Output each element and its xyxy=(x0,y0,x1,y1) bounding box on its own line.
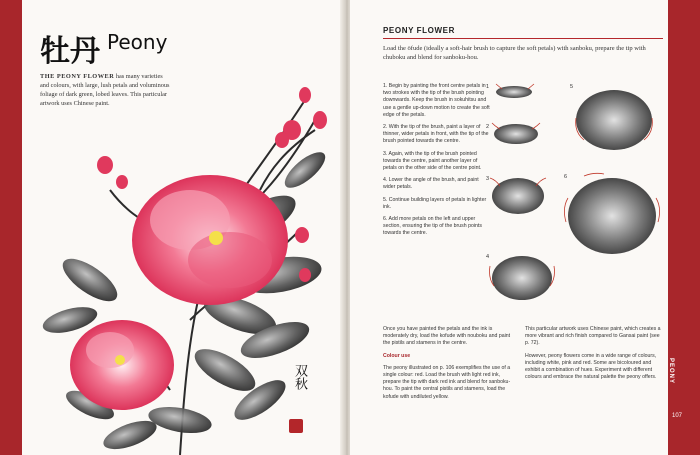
intro-body: has many varieties and colours, with large, lush petals and voluminous foliage of dark green, lobed leaves. This particular artwork uses Chinese paint. xyxy=(40,73,170,107)
left-page xyxy=(0,0,346,455)
diagram-step-4 xyxy=(486,254,555,300)
lead-paragraph: Load the ōfude (ideally a soft-hair brush to capture the soft petals) with sanboku, prepare the tip with chuboku and blend for sanboku-hou. xyxy=(383,45,646,61)
intro-lead: THE PEONY FLOWER xyxy=(40,73,115,80)
english-title: Peony xyxy=(107,30,168,54)
diagram-number: 5 xyxy=(570,84,574,90)
step-item: 5. Continue building layers of petals in lighter ink. xyxy=(383,196,487,210)
diagram-number: 2 xyxy=(486,124,490,130)
diagram-step-5 xyxy=(570,84,652,150)
step-item: 6. Add more petals on the left and upper section, ensuring the tip of the brush points towards the centre. xyxy=(383,216,482,237)
small-peony-bloom xyxy=(70,320,174,410)
paragraph: This particular artwork uses Chinese paint, which creates a more vibrant and rich finish compared to Gansai paint (see p. 72). xyxy=(525,326,661,347)
peony-artwork xyxy=(30,60,340,455)
paragraph: The peony illustrated on p. 106 exemplifies the use of a single colour: red. Load the brush with light red ink, prepare the tip with dark red ink and blend for sanboku-hou. To paint the central pistils and stamens, load the kofude with undiluted yellow. xyxy=(383,364,511,400)
section-side-tab xyxy=(670,340,698,384)
diagram-number: 1 xyxy=(486,84,490,90)
heading-rule xyxy=(383,38,663,39)
diagram-step-3 xyxy=(486,176,546,214)
right-red-band xyxy=(668,0,700,455)
step-item: 2. With the tip of the brush, paint a layer of thinner, wider petals in front, with the tip of the brush pointed towards the centre. xyxy=(383,124,489,145)
diagram-number: 3 xyxy=(486,176,490,182)
section-heading: PEONY FLOWER xyxy=(383,26,455,35)
artist-signature: 双秋 xyxy=(292,364,307,390)
diagram-step-6 xyxy=(564,173,660,254)
diagram-number: 4 xyxy=(486,254,490,260)
diagram-step-2 xyxy=(486,123,540,144)
red-seal-stamp xyxy=(289,419,303,433)
side-tab-label: PEONY xyxy=(668,358,674,385)
page-number: 107 xyxy=(672,413,683,419)
chinese-title: 牡丹 xyxy=(40,34,100,69)
text-column-left xyxy=(383,326,511,406)
diagram-step-1 xyxy=(486,84,534,98)
subheading-colour-use: Colour use xyxy=(383,352,411,359)
left-red-band xyxy=(0,0,22,455)
diagram-number: 6 xyxy=(564,174,568,180)
steps-list xyxy=(383,83,491,243)
step-item: 3. Again, with the tip of the brush pointed towards the centre, paint another layer of petals on the other side of the centre point. xyxy=(383,150,482,172)
step-item: 1. Begin by painting the front centre petals in two strokes with the tip of the brush pointing downwards. Keep the brush in sokuhitsu and use a gentle up-down motion to create the soft edge of the petals. xyxy=(383,83,490,118)
text-column-right xyxy=(525,326,665,386)
large-peony-bloom xyxy=(132,175,288,305)
step-diagrams xyxy=(484,78,664,323)
step-item: 4. Lower the angle of the brush, and paint wider petals. xyxy=(383,177,479,191)
paragraph: However, peony flowers come in a wide range of colours, including white, pink and red. Some are bicoloured and exhibit a combination of hues. Experiment with different colours and embrace the natural palette the peony offers. xyxy=(525,352,657,381)
paragraph: Once you have painted the petals and the ink is moderately dry, load the kofude with nouboku and paint the pistils and stamens in the centre. xyxy=(383,326,511,347)
